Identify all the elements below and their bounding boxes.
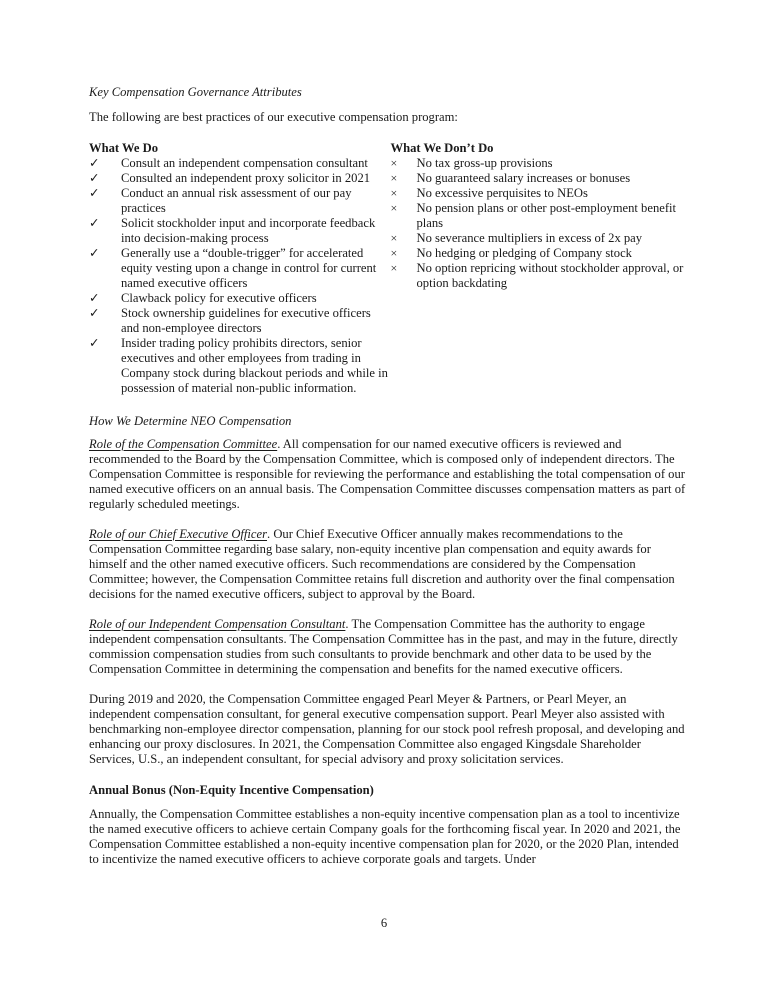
list-item: ✓ Stock ownership guidelines for executive officers and non-employee directors — [89, 306, 371, 335]
check-mark-icon: ✓ — [89, 186, 100, 200]
list-item: × No excessive perquisites to NEOs — [390, 186, 588, 200]
pearl-meyer-paragraph: During 2019 and 2020, the Compensation Committee engaged Pearl Meyer & Partners, or Pearl Meyer, an independent compensation consultant, for general executive compensation support. Pearl Meyer also assisted with benchmarking non-employee director compensation, planning for our stock pool refresh proposal, and developing and enhancing our proxy disclosures. In 2021, the Compensation Committee also engaged Kingsdale Shareholder Services, U.S., an independent consultant, for special advisory and proxy solicitation services. — [89, 692, 685, 766]
check-mark-icon: ✓ — [89, 246, 100, 260]
ceo-role-label: Role of our Chief Executive Officer — [89, 527, 268, 541]
list-item: ✓ Generally use a “double-trigger” for accelerated equity vesting upon a change in control for current named executive officers — [89, 246, 377, 290]
ceo-paragraph: Role of our Chief Executive Officer. Our Chief Executive Officer annually makes recommendations to the Compensation Committee regarding base salary, non-equity incentive plan compensation and equity awards for himself and the other named executive officers. Such recommendations are considered by the Compensation Committee; however, the Compensation Committee retains full discretion and authority over the final compensation decisions for the named executive officers, subject to approval by the Board. — [89, 527, 675, 601]
x-mark-icon: × — [390, 246, 398, 260]
list-item: × No guaranteed salary increases or bonuses — [390, 171, 631, 185]
check-mark-icon: ✓ — [89, 216, 100, 230]
list-item: × No option repricing without stockholder approval, or option backdating — [390, 261, 684, 290]
best-practices-columns — [89, 141, 689, 396]
what-we-do-title: What We Do — [89, 141, 159, 155]
list-item: × No pension plans or other post-employment benefit plans — [390, 201, 677, 230]
check-mark-icon: ✓ — [89, 156, 100, 170]
check-mark-icon: ✓ — [89, 291, 100, 305]
x-mark-icon: × — [390, 201, 398, 215]
list-item: ✓ Consulted an independent proxy solicitor in 2021 — [89, 171, 371, 185]
annual-bonus-heading: Annual Bonus (Non-Equity Incentive Compensation) — [89, 783, 374, 797]
what-we-dont-do-column — [391, 141, 690, 396]
list-item: × No hedging or pledging of Company stock — [390, 246, 632, 260]
committee-role-label: Role of the Compensation Committee — [89, 437, 278, 451]
consultant-role-label: Role of our Independent Compensation Consultant — [89, 617, 346, 631]
list-item: ✓ Insider trading policy prohibits directors, senior executives and other employees from trading in Company stock during blackout periods and while in possession of material non-public information. — [89, 336, 388, 395]
governance-intro: The following are best practices of our executive compensation program: — [89, 110, 458, 124]
x-mark-icon: × — [390, 171, 398, 185]
x-mark-icon: × — [390, 156, 398, 170]
list-item: ✓ Solicit stockholder input and incorporate feedback into decision-making process — [89, 216, 376, 245]
check-mark-icon: ✓ — [89, 171, 100, 185]
x-mark-icon: × — [390, 186, 398, 200]
committee-paragraph: Role of the Compensation Committee. All compensation for our named executive officers is reviewed and recommended to the Board by the Compensation Committee, which is composed only of independent directors. The Compensation Committee is responsible for reviewing the performance and establishing the total compensation of our named executive officers on an annual basis. The Compensation Committee discusses compensation matters as part of regularly scheduled meetings. — [89, 437, 686, 511]
consultant-paragraph: Role of our Independent Compensation Consultant. The Compensation Committee has the authority to engage independent compensation consultants. The Compensation Committee has in the past, and may in the future, directly commission compensation studies from such consultants to provide benchmark and other data to be used by the Compensation Committee in determining the compensation and benefits for the named executive officers. — [89, 617, 678, 676]
list-item: ✓ Conduct an annual risk assessment of our pay practices — [89, 186, 352, 215]
neo-heading: How We Determine NEO Compensation — [89, 414, 292, 428]
document-page — [89, 85, 689, 867]
list-item: × No tax gross-up provisions — [390, 156, 553, 170]
list-item: ✓ Clawback policy for executive officers — [89, 291, 317, 305]
x-mark-icon: × — [390, 261, 398, 275]
what-we-dont-do-title: What We Don’t Do — [390, 141, 494, 155]
list-item: ✓ Consult an independent compensation consultant — [89, 156, 368, 170]
list-item: × No severance multipliers in excess of 2x pay — [390, 231, 643, 245]
x-mark-icon: × — [390, 231, 398, 245]
governance-heading: Key Compensation Governance Attributes — [89, 85, 302, 99]
annual-bonus-paragraph: Annually, the Compensation Committee establishes a non-equity incentive compensation plan as a tool to incentivize the named executive officers to achieve certain Company goals for the forthcoming fiscal year. In 2020 and 2021, the Compensation Committee established a non-equity incentive compensation plan for 2020, or the 2020 Plan, intended to incentivize the named executive officers to achieve corporate goals and targets. Under — [89, 807, 681, 866]
page-number: 6 — [380, 916, 388, 930]
what-we-do-column — [89, 141, 391, 396]
check-mark-icon: ✓ — [89, 336, 100, 350]
check-mark-icon: ✓ — [89, 306, 100, 320]
